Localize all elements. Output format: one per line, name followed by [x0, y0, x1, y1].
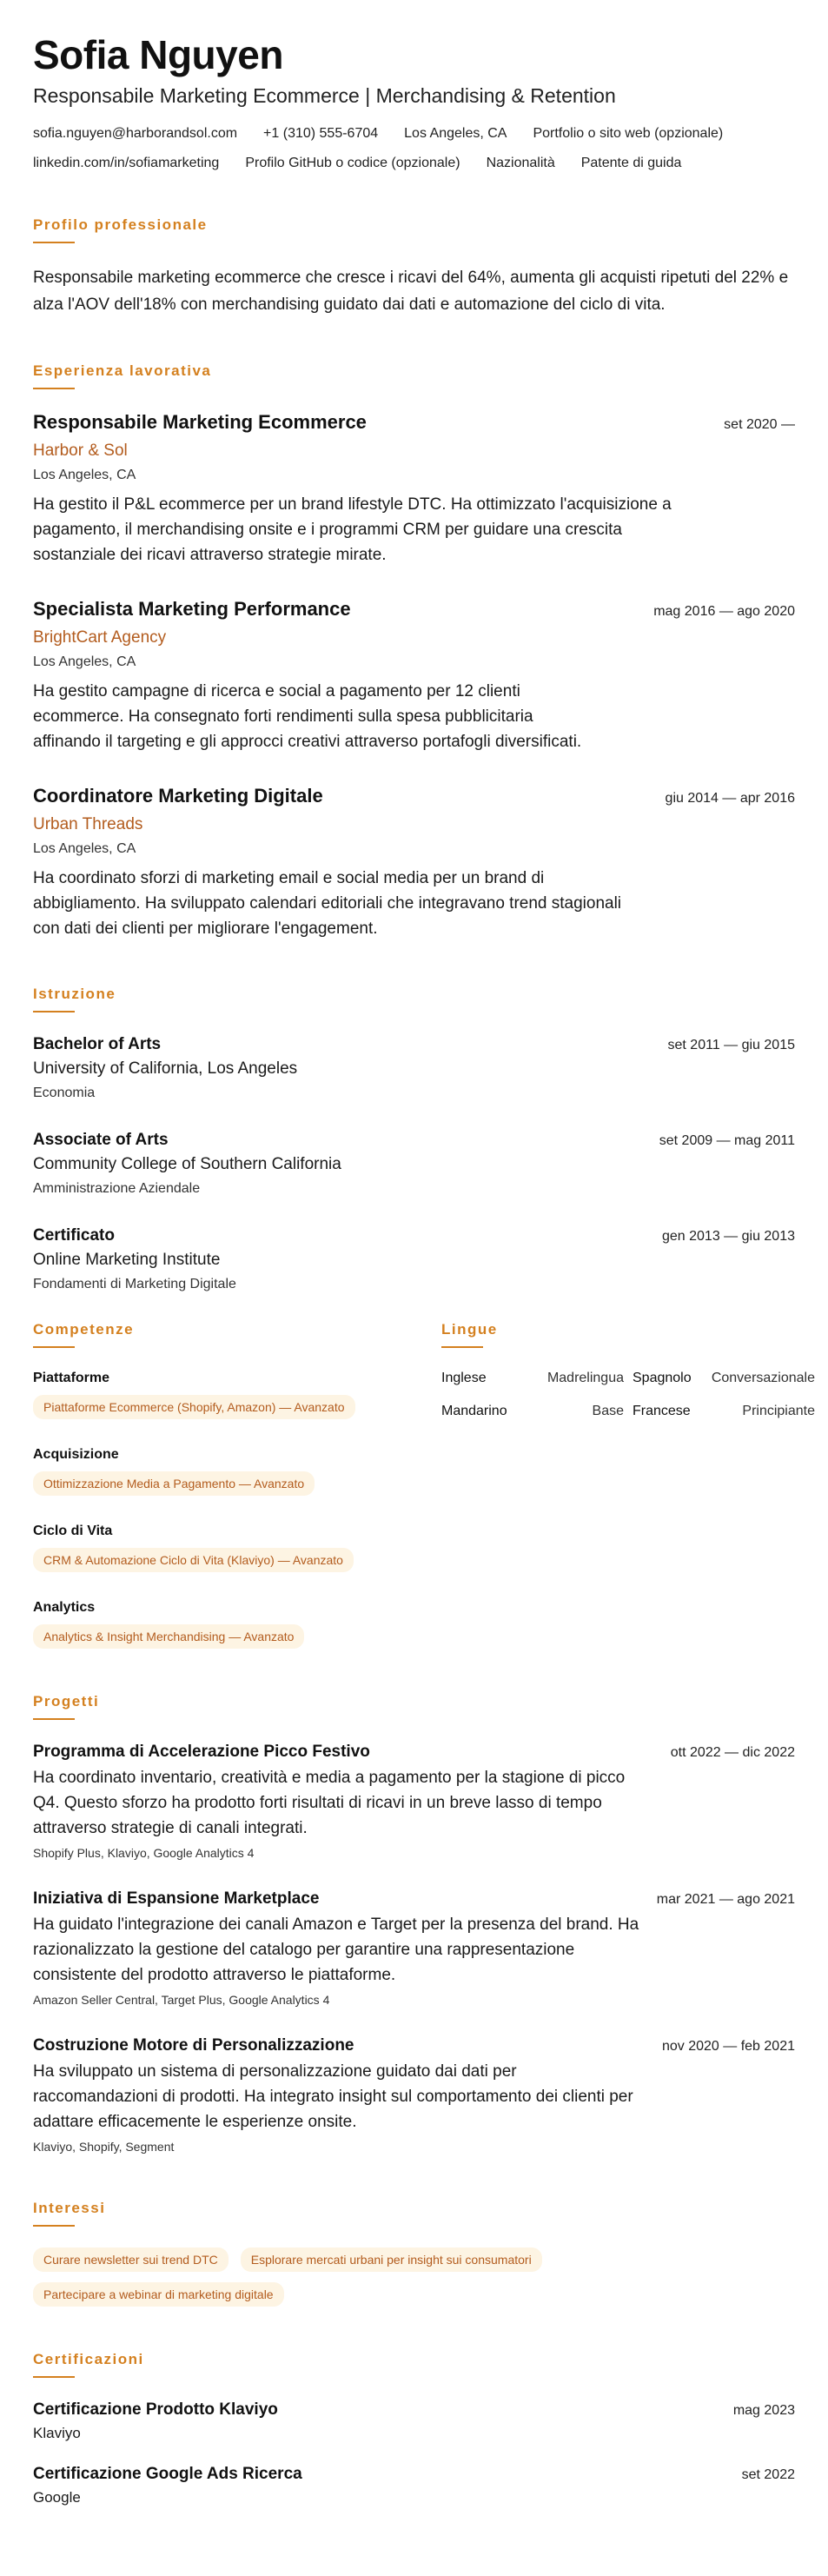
skill-group-name: Acquisizione: [33, 1447, 119, 1462]
education-date: set 2011 — giu 2015: [667, 1038, 795, 1052]
education-degree: Associate of Arts: [33, 1131, 169, 1149]
skill-group-name: Piattaforme: [33, 1371, 110, 1385]
education-field: Amministrazione Aziendale: [33, 1181, 201, 1196]
certification-entry: [33, 2463, 795, 2508]
section-divider: [33, 2225, 75, 2227]
language-name: Spagnolo: [633, 1371, 692, 1385]
skill-group: [33, 1369, 441, 1419]
certifications-section: [33, 2350, 795, 2508]
job-title: Responsabile Marketing Ecommerce: [33, 411, 367, 433]
language-list: [441, 1369, 815, 1421]
certification-name: Certificazione Google Ads Ricerca: [33, 2465, 302, 2483]
project-description: Ha coordinato inventario, creatività e media a pagamento per la stagione di picco Q4. Questo sforzo ha prodotto forti risultati di ricavi in un breve lasso di tempo attraverso strategie di canali integrati.: [33, 1769, 626, 1837]
language-level: Base: [592, 1404, 624, 1418]
job-company: BrightCart Agency: [33, 628, 167, 647]
education-entry: [33, 1033, 795, 1103]
language-level: Madrelingua: [546, 1371, 624, 1385]
education-field: Economia: [33, 1086, 96, 1100]
skill-chip: Analytics & Insight Merchandising — Avanzato: [33, 1624, 304, 1649]
project-tools: Klaviyo, Shopify, Segment: [33, 2140, 175, 2154]
education-school: Community College of Southern California: [33, 1155, 341, 1173]
education-school: Online Marketing Institute: [33, 1251, 221, 1269]
job-location: Los Angeles, CA: [33, 468, 136, 482]
project-date: nov 2020 — feb 2021: [661, 2039, 795, 2054]
job-date: giu 2014 — apr 2016: [665, 791, 795, 806]
language-name: Francese: [633, 1404, 691, 1418]
education-degree: Certificato: [33, 1226, 115, 1245]
certification-date: mag 2023: [732, 2403, 795, 2418]
section-title-interests: Interessi: [33, 2200, 106, 2216]
section-divider: [33, 242, 75, 243]
language-item: [441, 1369, 624, 1388]
language-item: [633, 1402, 815, 1421]
certification-date: set 2022: [741, 2467, 795, 2482]
project-entry: [33, 2035, 795, 2155]
contact-list: [33, 125, 795, 172]
section-divider: [33, 1346, 75, 1348]
section-title-projects: Progetti: [33, 1693, 100, 1710]
contact-phone[interactable]: +1 (310) 555-6704: [263, 126, 379, 141]
skills-column: [33, 1320, 441, 1649]
project-description: Ha guidato l'integrazione dei canali Amazon e Target per la presenza del brand. Ha razionalizzato la gestione del catalogo per garantire una rappresentazione consistente del prodotto attraverso le piattaforme.: [33, 1915, 639, 1984]
project-description: Ha sviluppato un sistema di personalizzazione guidato dai dati per raccomandazioni di prodotti. Ha integrato insight sul comportamento dei clienti per adattare efficacemente le esperienze onsite.: [33, 2062, 633, 2131]
skill-group: [33, 1445, 441, 1496]
section-title-certifications: Certificazioni: [33, 2351, 144, 2367]
project-title: Iniziativa di Espansione Marketplace: [33, 1889, 320, 1908]
job-location: Los Angeles, CA: [33, 654, 136, 669]
job-entry: [33, 410, 795, 568]
project-tools: Amazon Seller Central, Target Plus, Google Analytics 4: [33, 1993, 330, 2007]
skills-languages-section: [33, 1320, 815, 1649]
job-date: mag 2016 — ago 2020: [653, 604, 795, 619]
education-school: University of California, Los Angeles: [33, 1059, 298, 1078]
skill-chip: Ottimizzazione Media a Pagamento — Avanzato: [33, 1471, 315, 1496]
contact-location: Los Angeles, CA: [404, 126, 507, 141]
interests-section: [33, 2199, 795, 2307]
education-entry: [33, 1129, 795, 1198]
skill-group: [33, 1522, 441, 1572]
education-entry: [33, 1225, 795, 1294]
language-item: [633, 1369, 815, 1388]
education-date: set 2009 — mag 2011: [659, 1133, 795, 1148]
skill-group-name: Ciclo di Vita: [33, 1524, 113, 1538]
certification-issuer: Google: [33, 2489, 81, 2506]
skill-group: [33, 1598, 441, 1649]
job-location: Los Angeles, CA: [33, 841, 136, 856]
section-divider: [33, 2376, 75, 2378]
contact-email[interactable]: sofia.nguyen@harborandsol.com: [33, 126, 238, 141]
section-title-experience: Esperienza lavorativa: [33, 362, 212, 379]
resume-header: [33, 31, 795, 172]
project-entry: [33, 1888, 795, 2008]
interest-list: [33, 2241, 795, 2307]
project-title: Costruzione Motore di Personalizzazione: [33, 2036, 354, 2055]
skill-chip: CRM & Automazione Ciclo di Vita (Klaviyo) — Avanzato: [33, 1548, 354, 1572]
job-title: Coordinatore Marketing Digitale: [33, 785, 323, 807]
section-title-skills: Competenze: [33, 1321, 135, 1338]
contact-portfolio[interactable]: Portfolio o sito web (opzionale): [533, 126, 724, 141]
education-date: gen 2013 — giu 2013: [661, 1229, 795, 1244]
summary-text: Responsabile marketing ecommerce che cresce i ricavi del 64%, aumenta gli acquisti ripetuti del 22% e alza l'AOV dell'18% con merchandising guidato dai dati e automazione del ciclo di vita.: [33, 269, 789, 314]
project-tools: Shopify Plus, Klaviyo, Google Analytics 4: [33, 1846, 255, 1860]
project-title: Programma di Accelerazione Picco Festivo: [33, 1743, 370, 1761]
language-name: Mandarino: [441, 1404, 507, 1418]
section-divider: [33, 1718, 75, 1720]
language-level: Principiante: [742, 1404, 815, 1418]
section-title-languages: Lingue: [441, 1321, 498, 1338]
job-date: set 2020 —: [724, 417, 795, 432]
section-divider: [33, 1011, 75, 1012]
candidate-name: Sofia Nguyen: [33, 32, 283, 77]
contact-nationality: Nazionalità: [486, 156, 555, 170]
education-degree: Bachelor of Arts: [33, 1035, 162, 1053]
job-description: Ha coordinato sforzi di marketing email e social media per un brand di abbigliamento. Ha sviluppato calendari editoriali che integravano trend stagionali con dati dei clienti per migliorare l'engagement.: [33, 869, 622, 938]
education-field: Fondamenti di Marketing Digitale: [33, 1277, 236, 1291]
contact-linkedin[interactable]: linkedin.com/in/sofiamarketing: [33, 156, 220, 170]
education-section: [33, 985, 795, 1294]
project-date: mar 2021 — ago 2021: [656, 1892, 795, 1907]
interest-chip: Curare newsletter sui trend DTC: [33, 2247, 229, 2272]
contact-github[interactable]: Profilo GitHub o codice (opzionale): [245, 156, 460, 170]
project-entry: [33, 1741, 795, 1862]
job-title: Specialista Marketing Performance: [33, 598, 351, 620]
job-entry: [33, 784, 795, 941]
summary-section: [33, 216, 795, 318]
job-company: Harbor & Sol: [33, 442, 128, 460]
projects-section: [33, 1692, 795, 2155]
interest-chip: Esplorare mercati urbani per insight sui consumatori: [241, 2247, 542, 2272]
skill-group-name: Analytics: [33, 1600, 96, 1615]
language-level: Conversazionale: [711, 1371, 815, 1385]
job-description: Ha gestito il P&L ecommerce per un brand lifestyle DTC. Ha ottimizzato l'acquisizione a pagamento, il merchandising onsite e i programmi CRM per guidare una crescita sostanziale dei ricavi attraverso strategie mirate.: [33, 495, 672, 564]
languages-column: [441, 1320, 815, 1649]
experience-section: [33, 362, 795, 941]
project-date: ott 2022 — dic 2022: [670, 1745, 795, 1760]
interest-chip: Partecipare a webinar di marketing digitale: [33, 2282, 284, 2307]
section-divider: [33, 388, 75, 389]
job-description: Ha gestito campagne di ricerca e social a pagamento per 12 clienti ecommerce. Ha consegnato forti rendimenti sulla spesa pubblicitaria affinando il targeting e gli approcci creativi attraverso portafogli diversificati.: [33, 682, 582, 751]
job-company: Urban Threads: [33, 815, 143, 833]
skill-chip: Piattaforme Ecommerce (Shopify, Amazon) — Avanzato: [33, 1395, 355, 1419]
section-divider: [441, 1346, 483, 1348]
certification-entry: [33, 2399, 795, 2444]
section-title-summary: Profilo professionale: [33, 216, 208, 233]
certification-issuer: Klaviyo: [33, 2425, 81, 2441]
candidate-headline: Responsabile Marketing Ecommerce | Merchandising & Retention: [33, 84, 616, 107]
certification-name: Certificazione Prodotto Klaviyo: [33, 2400, 278, 2419]
job-entry: [33, 597, 795, 754]
language-name: Inglese: [441, 1371, 487, 1385]
section-title-education: Istruzione: [33, 986, 116, 1002]
contact-driving-license: Patente di guida: [580, 156, 682, 170]
language-item: [441, 1402, 624, 1421]
